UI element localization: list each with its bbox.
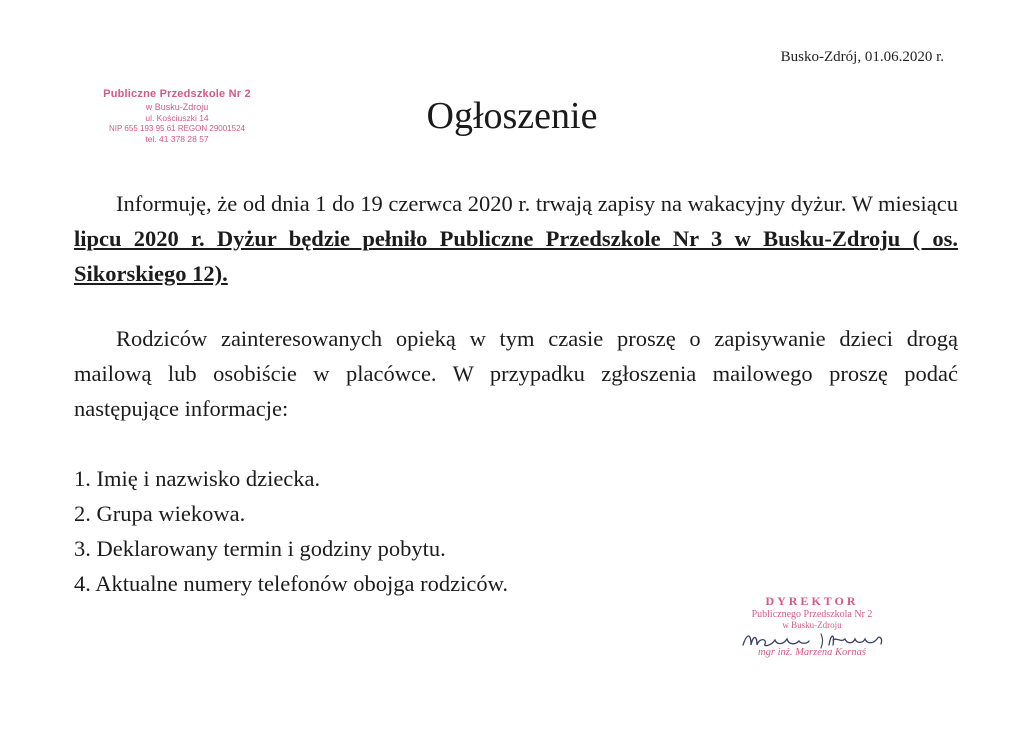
stamp-line-name: Publiczne Przedszkole Nr 2	[103, 88, 251, 100]
document-title: Ogłoszenie	[426, 95, 598, 137]
director-signature-stamp	[728, 595, 896, 659]
signature-stamp-name: mgr inż. Marzena Kornaś	[758, 646, 866, 658]
list-item: 1. Imię i nazwisko dziecka.	[74, 466, 321, 491]
stamp-line-phone: tel. 41 378 28 57	[145, 133, 209, 144]
paragraph-instructions: Rodziców zainteresowanych opieką w tym czasie proszę o zapisywanie dzieci drogą mailową lub osobiście w placówce. W przypadku zgłoszenia mailowego proszę podać następujące informacje:	[74, 326, 958, 421]
signature-stamp-city: w Busku-Zdroju	[782, 620, 842, 631]
info-list	[74, 461, 508, 601]
paragraph-enrollment-text: Informuję, że od dnia 1 do 19 czerwca 2020 r. trwają zapisy na wakacyjny dyżur. W miesiącu	[116, 191, 959, 216]
paragraph-enrollment-emphasis: lipcu 2020 r. Dyżur będzie pełniło Publiczne Przedszkole Nr 3 w Busku-Zdroju ( os. Sikorskiego 12).	[74, 226, 958, 286]
stamp-line-street: ul. Kościuszki 14	[145, 113, 209, 123]
paragraph-enrollment	[74, 186, 958, 291]
signature-stamp-title: DYREKTOR	[765, 594, 859, 608]
list-item: 4. Aktualne numery telefonów obojga rodziców.	[74, 571, 509, 596]
list-item: 3. Deklarowany termin i godziny pobytu.	[74, 536, 446, 561]
list-item: 2. Grupa wiekowa.	[74, 501, 246, 526]
place-date: Busko-Zdrój, 01.06.2020 r.	[780, 49, 944, 65]
signature-stamp-institution: Publicznego Przedszkola Nr 2	[751, 608, 873, 620]
stamp-line-nip-regon: NIP 655 193 95 61 REGON 29001524	[109, 123, 245, 133]
stamp-line-city: w Busku-Zdroju	[145, 101, 209, 112]
